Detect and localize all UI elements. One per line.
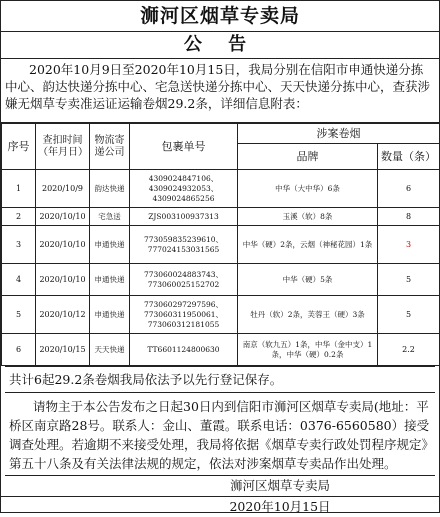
intro-paragraph: 2020年10月9日至2020年10月15日，我局分别在信阳市申通快递分拣中心、韵达快递分拣中心、宅急送快递分拣中心、天天快递分拣中心，查获涉嫌无烟草专卖准运证运输卷烟29.2条，详细信息附表： <box>1 59 439 123</box>
row-date: 2020/10/10 <box>36 264 90 296</box>
row-seq: 2 <box>2 208 36 226</box>
row-package: 773060297297596、773060311950061、773060312181055 <box>130 296 238 334</box>
row-date: 2020/10/10 <box>36 226 90 264</box>
row-qty: 2.2 <box>378 334 440 366</box>
row-date: 2020/10/9 <box>36 170 90 208</box>
row-package: ZJS003100937313 <box>130 208 238 226</box>
row-date: 2020/10/12 <box>36 296 90 334</box>
row-seq: 1 <box>2 170 36 208</box>
row-brand: 中华（硬）2条，云烟（神秘花园）1条 <box>238 226 378 264</box>
row-courier: 天天快递 <box>90 334 130 366</box>
summary-line: 共计6起29.2条卷烟我局依法予以先行登记保存。 <box>5 366 435 393</box>
row-brand: 玉溪（软）8条 <box>238 208 378 226</box>
header-seq: 序号 <box>2 124 36 170</box>
header-courier: 物流寄递公司 <box>90 124 130 170</box>
header-involved: 涉案卷烟 <box>238 124 440 144</box>
row-seq: 5 <box>2 296 36 334</box>
row-date: 2020/10/10 <box>36 208 90 226</box>
row-qty: 6 <box>378 170 440 208</box>
row-package: 4309024847106、4309024932053、4309024865256 <box>130 170 238 208</box>
notice-heading: 公 告 <box>1 32 439 59</box>
row-package: TT6601124800630 <box>130 334 238 366</box>
row-package: 773059835239610、777024153031565 <box>130 226 238 264</box>
header-date: 查扣时间（年月日） <box>36 124 90 170</box>
row-qty: 3 <box>378 226 440 264</box>
header-brand: 品牌 <box>238 144 378 170</box>
row-seq: 4 <box>2 264 36 296</box>
row-seq: 6 <box>2 334 36 366</box>
row-courier: 申通快递 <box>90 296 130 334</box>
row-seq: 3 <box>2 226 36 264</box>
row-courier: 韵达快递 <box>90 170 130 208</box>
header-qty: 数量（条） <box>378 144 440 170</box>
table-row <box>2 334 440 366</box>
row-brand: 牡丹（软）2条，芙蓉王（硬）3条 <box>238 296 378 334</box>
row-date: 2020/10/15 <box>36 334 90 366</box>
body-paragraph: 请物主于本公告发布之日起30日内到信阳市浉河区烟草专卖局(地址：平桥区南京路28号。联系人：金山、董霞。联系电话：0376-6560580）接受调查处理。若逾期不来接受处理，我局将依据《烟草专卖行政处罚程序规定》第五十八条及有关法律法规的规定，依法对涉案烟草专卖品作出处理。 <box>5 393 435 476</box>
document-title: 浉河区烟草专卖局 <box>1 1 439 32</box>
table-row <box>2 264 440 296</box>
seizure-table <box>1 123 440 366</box>
table-row <box>2 226 440 264</box>
row-courier: 申通快递 <box>90 264 130 296</box>
header-package: 包裹单号 <box>130 124 238 170</box>
row-qty: 5 <box>378 264 440 296</box>
table-row <box>2 296 440 334</box>
row-brand: 中华（大中华）6条 <box>238 170 378 208</box>
row-courier: 宅急送 <box>90 208 130 226</box>
row-brand: 南京（软九五）1条，中华（金中支）1条，中华（硬）0.2条 <box>238 334 378 366</box>
row-qty: 8 <box>378 208 440 226</box>
row-brand: 中华（硬）5条 <box>238 264 378 296</box>
table-row <box>2 170 440 208</box>
issue-date: 2020年10月15日 <box>229 499 331 514</box>
row-package: 773060024883743、773060025152702 <box>130 264 238 296</box>
signature: 浉河区烟草专卖局 <box>1 476 439 497</box>
row-qty: 5 <box>378 296 440 334</box>
row-courier: 申通快递 <box>90 226 130 264</box>
table-row <box>2 208 440 226</box>
